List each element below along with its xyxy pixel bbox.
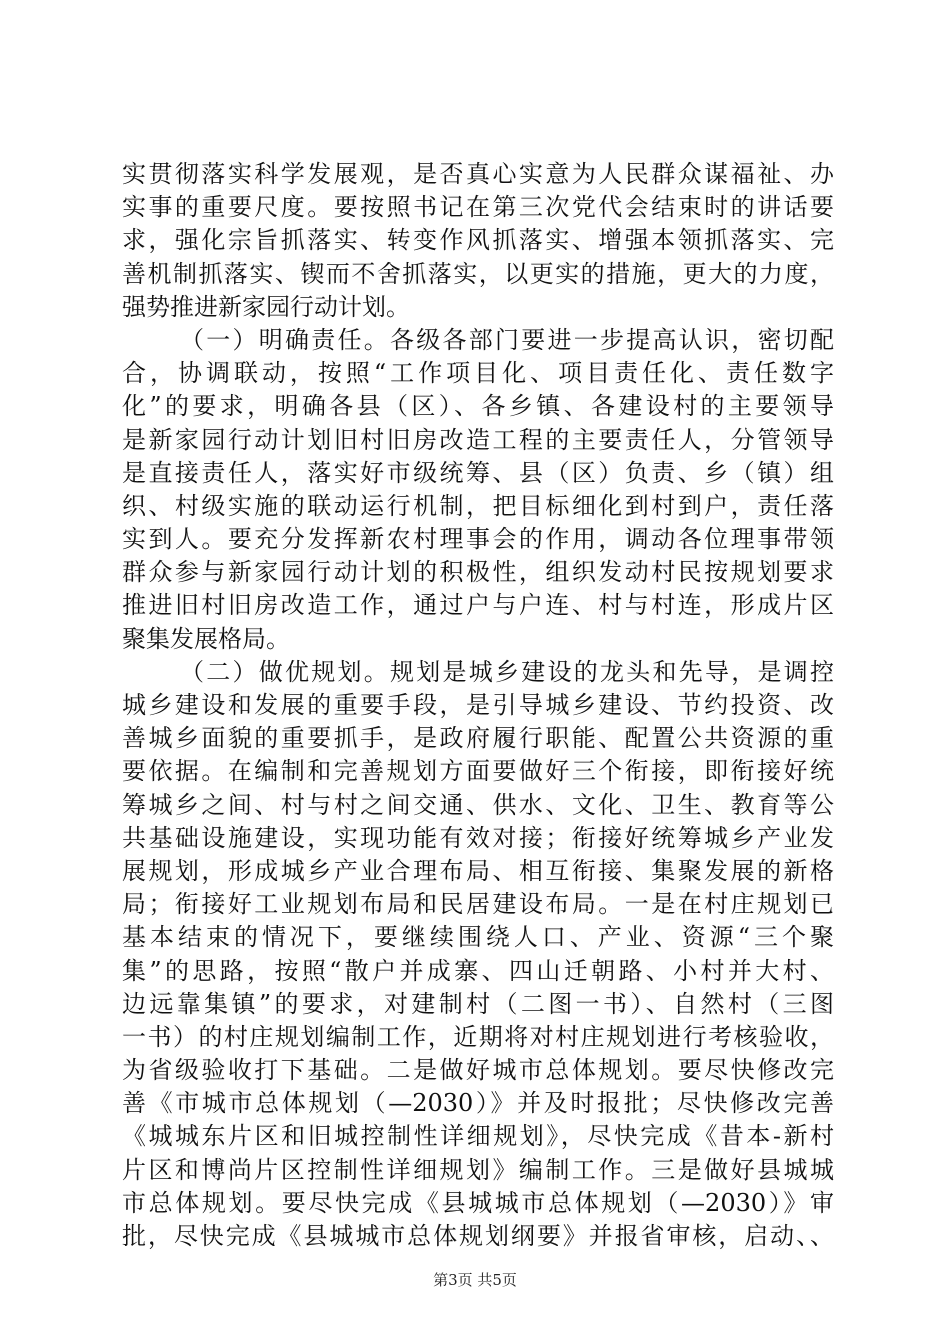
text-line: 化”的要求，明确各县（区）、各乡镇、各建设村的主要领导 — [122, 392, 834, 421]
text-line: 要依据。在编制和完善规划方面要做好三个衔接，即衔接好统 — [122, 757, 834, 786]
text-line: 善机制抓落实、锲而不舍抓落实，以更实的措施，更大的力度， — [122, 259, 834, 288]
text-line: 聚集发展格局。 — [122, 624, 290, 653]
text-line: 片区和博尚片区控制性详细规划》编制工作。三是做好县城城 — [122, 1155, 834, 1184]
text-line: 实到人。要充分发挥新农村理事会的作用，调动各位理事带领 — [122, 525, 834, 554]
page-number-footer: 第3页 共5页 — [433, 1271, 517, 1289]
text-line: 善城乡面貌的重要抓手，是政府履行职能、配置公共资源的重 — [122, 724, 834, 753]
text-line: 合，协调联动，按照“工作项目化、项目责任化、责任数字 — [122, 359, 834, 388]
section-heading-line: （二）做优规划。规划是城乡建设的龙头和先导，是调控 — [180, 657, 834, 686]
section-heading-line: （一）明确责任。各级各部门要进一步提高认识，密切配 — [180, 325, 834, 354]
text-line: 《城城东片区和旧城控制性详细规划》，尽快完成《昔本-新村 — [122, 1122, 834, 1151]
text-line: 推进旧村旧房改造工作，通过户与户连、村与村连，形成片区 — [122, 591, 834, 620]
text-line: 实事的重要尺度。要按照书记在第三次党代会结束时的讲话要 — [122, 193, 834, 222]
text-line: 一书）的村庄规划编制工作，近期将对村庄规划进行考核验收， — [122, 1022, 834, 1051]
text-line: 基本结束的情况下，要继续围绕人口、产业、资源“三个聚 — [122, 923, 834, 952]
text-line: 市总体规划。要尽快完成《县城城市总体规划（—2030）》审 — [122, 1188, 834, 1217]
text-line: 城乡建设和发展的重要手段，是引导城乡建设、节约投资、改 — [122, 691, 834, 719]
text-line: 群众参与新家园行动计划的积极性，组织发动村民按规划要求 — [122, 558, 834, 587]
text-line: 集”的思路，按照“散户并成寨、四山迁朝路、小村并大村、 — [122, 956, 834, 985]
text-line: 求，强化宗旨抓落实、转变作风抓落实、增强本领抓落实、完 — [122, 226, 834, 255]
text-line: 共基础设施建设，实现功能有效对接；衔接好统筹城乡产业发 — [122, 823, 834, 852]
text-line: 展规划，形成城乡产业合理布局、相互衔接、集聚发展的新格 — [122, 856, 834, 885]
text-line: 是新家园行动计划旧村旧房改造工程的主要责任人，分管领导 — [122, 425, 834, 454]
text-line: 实贯彻落实科学发展观，是否真心实意为人民群众谋福祉、办 — [122, 160, 834, 188]
text-line: 局；衔接好工业规划布局和民居建设布局。一是在村庄规划已 — [122, 890, 834, 919]
text-line: 善《市城市总体规划（—2030）》并及时报批；尽快修改完善 — [122, 1089, 834, 1118]
document-body — [122, 158, 834, 1253]
text-line: 筹城乡之间、村与村之间交通、供水、文化、卫生、教育等公 — [122, 790, 834, 819]
text-line: 织、村级实施的联动运行机制，把目标细化到村到户，责任落 — [122, 491, 834, 520]
text-line: 边远靠集镇”的要求，对建制村（二图一书）、自然村（三图 — [122, 989, 834, 1018]
text-line: 为省级验收打下基础。二是做好城市总体规划。要尽快修改完 — [122, 1056, 834, 1085]
text-line: 批，尽快完成《县城城市总体规划纲要》并报省审核，启动、、 — [122, 1222, 834, 1250]
text-line: 强势推进新家园行动计划。 — [122, 292, 410, 321]
text-line: 是直接责任人，落实好市级统筹、县（区）负责、乡（镇）组 — [122, 458, 834, 487]
